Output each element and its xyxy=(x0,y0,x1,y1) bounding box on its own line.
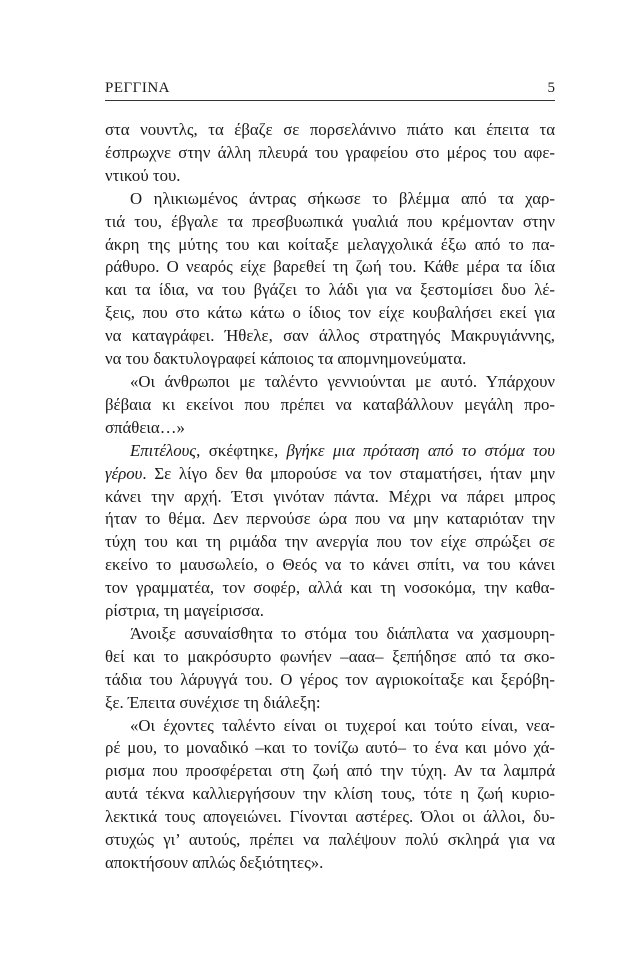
text-line: άκρη της μύτης του και κοίταξε μελαγχολικά έξω από το πα- xyxy=(105,234,555,254)
text-line: ξε. Έπειτα συνέχισε τη διάλεξη: xyxy=(105,692,321,712)
text-line: αποκτήσουν απλώς δεξιότητες». xyxy=(105,853,324,872)
text-line: έσπρωχνε στην άλλη πλευρά του γραφείου στο μέρος του αφε- xyxy=(105,142,555,162)
italic-text: γέρου xyxy=(105,463,143,483)
italic-text: βγήκε μια πρόταση από το στόμα του xyxy=(286,440,555,460)
text-segment: κάνει την αρχή. Έτσι γινόταν πάντα. Μέχρι να πάρει μπρος xyxy=(105,486,555,506)
text-line: στυχώς γι’ αυτούς, πρέπει να παλέψουν πολύ σκληρά για να xyxy=(105,830,555,850)
text-line: ρισμα που προσφέρεται στη ζωή από την τύχη. Αν τα λαμπρά xyxy=(105,761,555,781)
text-line: ντικού του. xyxy=(105,165,181,185)
text-line xyxy=(105,554,555,577)
paragraph xyxy=(105,188,555,371)
text-segment: . Σε λίγο δεν θα μπορούσε να τον σταματήσει, ήταν μην xyxy=(142,463,555,483)
paragraph xyxy=(105,715,555,875)
text-line xyxy=(105,486,555,509)
text-line xyxy=(105,577,555,600)
text-line: «Οι έχοντες ταλέντο είναι οι τυχεροί και τούτο είναι, νεα- xyxy=(130,715,555,735)
text-line: να καταγράφει. Ήθελε, σαν άλλος στρατηγός Μακρυγιάννης, xyxy=(105,326,555,346)
text-segment: τον γραμματέα, τον σοφέρ, αλλά και τη νοσοκόμα, την καθα- xyxy=(105,578,555,598)
text-line: τάδια του λάρυγγά του. Ο γέρος τον αγριοκοίταξε και ξερόβη- xyxy=(105,669,555,689)
text-line: ράθυρο. Ο νεαρός είχε βαρεθεί τη ζωή του. Κάθε μέρα τα ίδια xyxy=(105,257,555,277)
text-line xyxy=(105,508,555,531)
text-segment: , σκέφτηκε, xyxy=(196,440,287,460)
running-header xyxy=(105,80,555,101)
text-line: αυτά τέκνα καλλιεργήσουν την κλίση τους, τότε η ζωή κυριο- xyxy=(105,784,555,804)
text-line: στα νουντλς, τα έβαζε σε πορσελάνινο πιάτο και έπειτα τα xyxy=(105,120,555,139)
body-text xyxy=(105,119,555,875)
text-segment: ήταν το θέμα. Δεν περνούσε ώρα που να μην καταριόταν την xyxy=(105,509,555,529)
text-line: λεκτικά τους απογειώνει. Γίνονται αστέρες. Όλοι οι άλλοι, δυ- xyxy=(105,807,555,827)
text-segment: εκείνο το μαυσωλείο, ο Θεός να το κάνει σπίτι, να του κάνει xyxy=(105,555,555,575)
paragraph xyxy=(105,623,555,715)
text-line: και τα ίδια, να του βγάζει το λάδι για να ξεστομίσει δυο λέ- xyxy=(105,280,555,300)
text-line: σπάθεια…» xyxy=(105,417,185,437)
text-line xyxy=(105,600,555,623)
paragraph xyxy=(105,371,555,440)
text-line: βέβαια κι εκείνοι που πρέπει να καταβάλλουν μεγάλη προ- xyxy=(105,394,555,414)
text-line xyxy=(105,463,555,486)
page-number: 5 xyxy=(547,80,555,96)
text-line: να του δακτυλογραφεί κάποιος τα απομνημονεύματα. xyxy=(105,349,467,369)
text-segment: τύχη του και τη ριμάδα την ανεργία που τον είχε σπρώξει σε xyxy=(105,532,555,552)
text-line xyxy=(105,440,555,463)
text-line: θεί και το μακρόσυρτο φωνήεν –ααα– ξεπήδησε από τα σκο- xyxy=(105,646,555,666)
text-line: ξεις, που στο κάτω κάτω ο ίδιος τον είχε κουβαλήσει εκεί για xyxy=(105,303,555,323)
text-segment: ρίστρια, τη μαγείρισσα. xyxy=(105,601,264,621)
text-line: «Οι άνθρωποι με ταλέντο γεννιούνται με αυτό. Υπάρχουν xyxy=(130,371,555,391)
paragraph xyxy=(105,440,555,623)
italic-text: Επιτέλους xyxy=(130,440,197,460)
text-line: ρέ μου, το μοναδικό –και το τονίζω αυτό– το ένα και μόνο χά- xyxy=(105,738,555,758)
text-line: τιά του, έβγαλε τα πρεσβυωπικά γυαλιά που κρέμονταν στην xyxy=(105,211,555,231)
running-header-title: ΡΕΓΓΙΝΑ xyxy=(105,80,171,96)
paragraph xyxy=(105,119,555,188)
text-line: Άνοιξε ασυναίσθητα το στόμα του διάπλατα να χασμουρη- xyxy=(130,623,555,643)
text-line xyxy=(105,531,555,554)
text-line: Ο ηλικιωμένος άντρας σήκωσε το βλέμμα από τα χαρ- xyxy=(130,188,555,208)
